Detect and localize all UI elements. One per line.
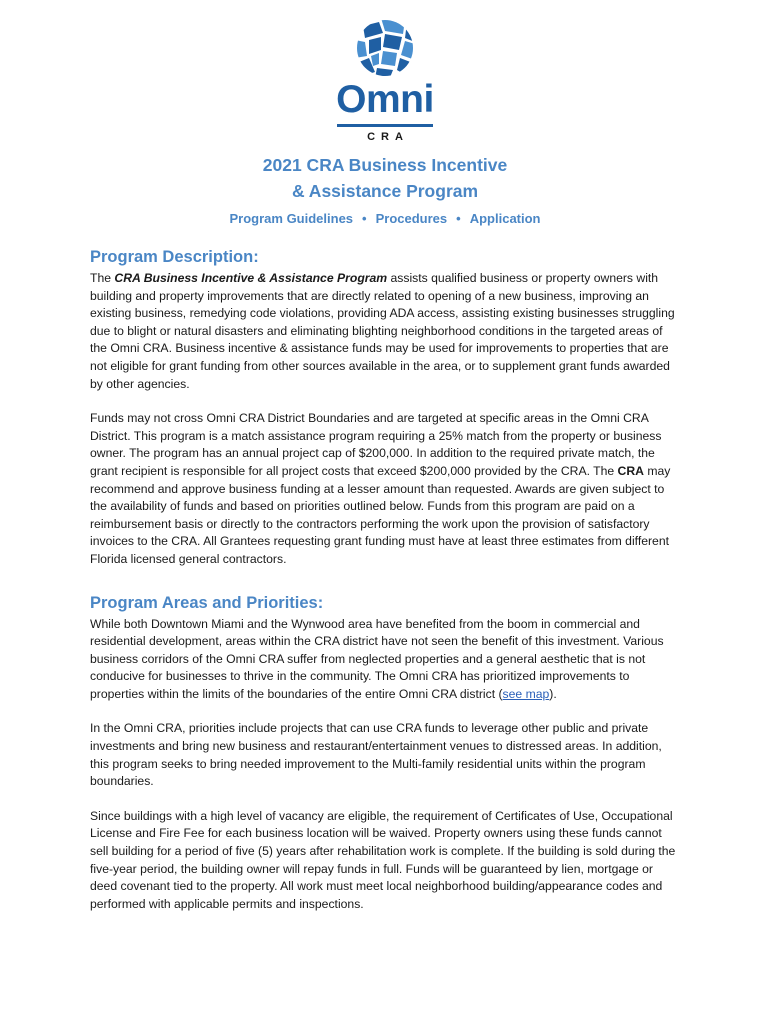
text-run: The — [90, 271, 115, 285]
program-name-emphasis: CRA Business Incentive & Assistance Program — [114, 271, 388, 285]
text-run: may recommend and approve business funding at a lesser amount than requested. Awards are given subject to the availability of funds and based on priorities outlined below. Funds from this program are paid on a reimbursement basis or directly to the contractors performing the work upon the provision of satisfactory invoices to the CRA. All Grantees requesting grant funding must have at least three estimates from different Florida licensed general contractors. — [90, 463, 671, 566]
globe-mark-icon — [355, 18, 415, 78]
document-header — [0, 152, 770, 226]
subtitle-separator: • — [362, 211, 367, 226]
description-paragraph-2 — [90, 410, 682, 568]
subtitle-item-guidelines: Program Guidelines — [229, 211, 354, 226]
text-run: While both Downtown Miami and the Wynwood area have benefited from the boom in commercial and residential development, areas within the CRA district have not seen the benefit of this investment. Various business corridors of the Omni CRA suffer from neglected properties and a general aesthetic that is not conducive for businesses to thrive in the community. The Omni CRA has prioritized improvements to properties within the limits of the boundaries of the entire Omni CRA district ( — [90, 616, 664, 701]
text-run: Funds may not cross Omni CRA District Boundaries and are targeted at specific areas in the Omni CRA District. This program is a match assistance program requiring a 25% match from the property or business owner. The program has an annual project cap of $200,000. In addition to the required private match, the grant recipient is responsible for all project costs that exceed $200,000 provided by the CRA. The — [90, 411, 662, 478]
subtitle-item-procedures: Procedures — [375, 211, 448, 226]
document-title-line-1: 2021 CRA Business Incentive — [262, 155, 508, 175]
document-body — [90, 246, 682, 913]
areas-paragraph-3: Since buildings with a high level of vacancy are eligible, the requirement of Certificates of Use, Occupational License and Fire Fee for each business location will be waived. Property owners using these funds cannot sell building for a period of five (5) years after rehabilitation work is complete. If the building is sold during the five-year period, the building owner will repay funds in full. Funds will be guaranteed by lien, mortgage or deed covenant tied to the property. All work must meet local neighborhood building/appearance codes and performed with applicable permits and inspections. — [90, 808, 676, 911]
document-title-line-2: & Assistance Program — [291, 181, 479, 201]
areas-paragraph-2: In the Omni CRA, priorities include projects that can use CRA funds to leverage other public and private investments and bring new business and restaurant/entertainment venues to distressed areas. In addition, this program seeks to bring needed improvement to the Multi-family residential units within the program boundaries. — [90, 721, 662, 789]
subtitle-separator: • — [456, 211, 461, 226]
logo-subtext: CRA — [367, 131, 409, 143]
text-run: ). — [549, 686, 557, 701]
cra-bold: CRA — [617, 463, 644, 478]
document-subtitle — [0, 211, 770, 226]
areas-paragraph-1 — [90, 616, 682, 704]
see-map-link[interactable]: see map — [502, 686, 550, 701]
section-heading-areas: Program Areas and Priorities: — [90, 593, 324, 612]
omni-cra-logo — [0, 18, 770, 143]
subtitle-item-application: Application — [469, 211, 541, 226]
logo-divider — [337, 124, 433, 127]
description-paragraph-1 — [90, 270, 682, 393]
section-heading-description: Program Description: — [90, 248, 259, 266]
text-run: assists qualified business or property owners with building and property improvements that are directly related to opening of a new business, improving an existing business, remedying code violations, providing ADA access, assisting existing businesses struggling due to blight or natural disasters and eliminating blighting neighborhood conditions in the targeted areas of the Omni CRA. Business incentive & assistance funds may be used for improvements to properties that are not eligible for grant funding from other sources available in the area, or to supplement grant funds awarded by other agencies. — [90, 271, 675, 391]
logo-wordmark: Omni — [336, 78, 434, 121]
